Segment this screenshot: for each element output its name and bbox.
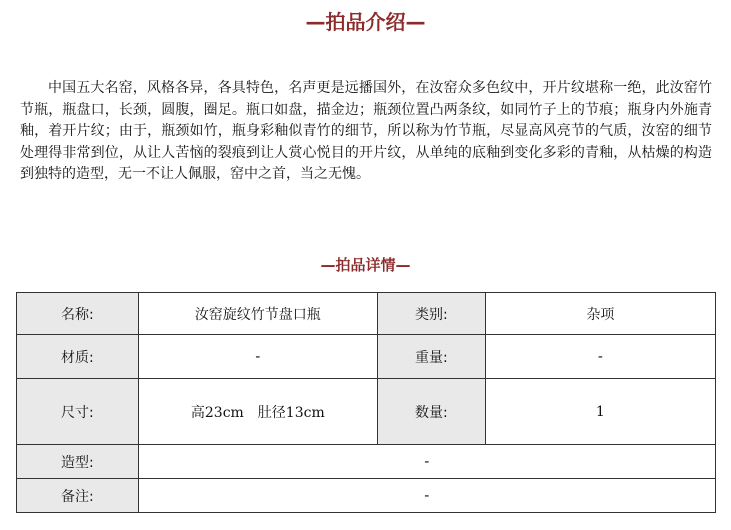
name-label: 名称: [17,293,139,335]
table-row [17,445,716,479]
shape-label: 造型: [17,445,139,479]
material-value: - [138,335,377,379]
intro-title: —拍品介绍— [305,10,426,34]
name-value: 汝窑旋纹竹节盘口瓶 [138,293,377,335]
table-row [17,379,716,445]
size-label: 尺寸: [17,379,139,445]
category-label: 类别: [378,293,486,335]
material-label: 材质: [17,335,139,379]
details-table [16,292,716,513]
table-row [17,293,716,335]
table-row [17,479,716,513]
weight-value: - [485,335,715,379]
size-value: 高23cm 肚径13cm [138,379,377,445]
remark-label: 备注: [17,479,139,513]
remark-value: - [138,479,715,513]
quantity-value: 1 [485,379,715,445]
quantity-label: 数量: [378,379,486,445]
details-title: —拍品详情— [320,256,411,274]
shape-value: - [138,445,715,479]
intro-description: 中国五大名窑，风格各异，各具特色，名声更是远播国外，在汝窑众多色纹中，开片纹堪称一绝，此汝窑竹节瓶，瓶盘口，长颈，圆腹，圈足。瓶口如盘，描金边；瓶颈位置凸两条纹，如同竹子上的节痕；瓶身内外施青釉，着开片纹；由于，瓶颈如竹，瓶身彩釉似青竹的细节，所以称为竹节瓶，尽显高风亮节的气质，汝窑的细节处理得非常到位，从让人苦恼的裂痕到让人赏心悦目的开片纹，从单纯的底釉到变化多彩的青釉，从枯燥的构造到独特的造型，无一不让人佩服，窑中之首，当之无愧。 [20,80,712,182]
weight-label: 重量: [378,335,486,379]
category-value: 杂项 [485,293,715,335]
table-row [17,335,716,379]
